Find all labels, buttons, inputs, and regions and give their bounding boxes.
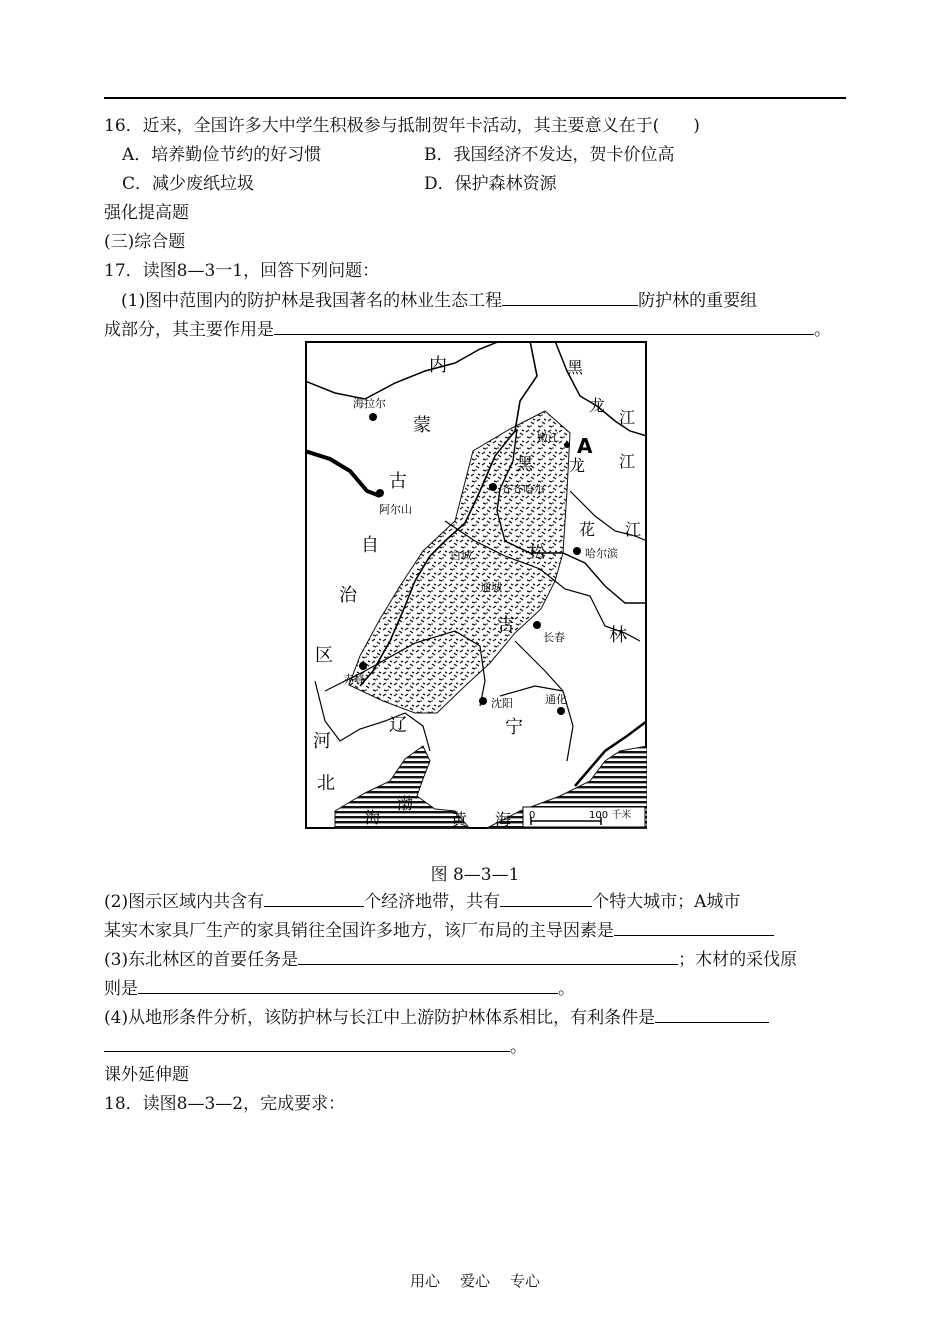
northeast-map [305, 341, 647, 829]
top-rule [104, 97, 846, 99]
q16-option-b: B．我国经济不发达，贺卡价位高 [424, 145, 675, 165]
page-footer [0, 1270, 950, 1291]
answer-blank-primary-task[interactable] [298, 948, 678, 965]
city-marker-tonghua [557, 707, 565, 715]
label-jiang-province: 江 [619, 452, 636, 471]
city-marker-aershan [376, 489, 384, 497]
city-aershan: 阿尔山 [379, 503, 412, 516]
label-he: 河 [313, 731, 331, 752]
q16-option-d: D．保护森林资源 [424, 174, 557, 194]
q18-stem: 18．读图8—3—2，完成要求： [104, 1094, 346, 1114]
q17-p3-text-c: 则是 [104, 979, 138, 999]
footer-a: 用心 [409, 1272, 440, 1290]
label-ji: 吉 [497, 615, 515, 636]
point-a-label: A [577, 434, 593, 458]
q17-p4-end: 。 [510, 1037, 527, 1057]
q17-p2-text-c: 个特大城市；A城市 [592, 892, 741, 912]
scale-value-label: 100 千米 [589, 810, 632, 821]
q17-part1-line1 [104, 289, 757, 312]
city-marker-a [564, 442, 570, 448]
section-extension: 课外延伸题 [104, 1065, 189, 1085]
q17-p1-text-a: (1)图中范围内的防护林是我国著名的林业生态工程 [104, 291, 503, 311]
q17-p4-text-a: (4)从地形条件分析，该防护林与长江中上游防护林体系相比，有利条件是 [104, 1008, 656, 1028]
label-gu: 古 [389, 471, 407, 492]
q17-p1-text-b: 防护林的重要组 [638, 291, 758, 311]
q16-stem: 16．近来，全国许多大中学生积极参与抵制贺年卡活动，其主要意义在于( ) [104, 116, 700, 136]
city-qiqihaer: 齐齐哈尔 [501, 483, 545, 496]
footer-b: 爱心 [459, 1272, 490, 1290]
section-strengthen: 强化提高题 [104, 203, 189, 223]
city-marker-shenyang [479, 697, 487, 705]
label-bo: 渤 [397, 794, 414, 813]
label-jiang-songhua: 江 [625, 520, 642, 539]
q17-part1-line2 [104, 318, 831, 341]
q17-p1-text-c: 成部分，其主要作用是 [104, 320, 274, 340]
label-huang: 黄 [451, 810, 468, 829]
q17-p3-text-b: ；木材的采伐原 [678, 950, 798, 970]
q17-p2-text-d: 某实木家具厂生产的家具销往全国许多地方，该厂布局的主导因素是 [104, 921, 614, 941]
label-hai-bohai: 海 [365, 808, 382, 827]
answer-blank-harvest-principle[interactable] [138, 977, 558, 994]
answer-blank-big-cities[interactable] [500, 890, 592, 907]
q16-option-a: A．培养勤俭节约的好习惯 [122, 145, 322, 165]
label-lin: 林 [609, 625, 627, 646]
q17-part2-line1 [104, 890, 740, 913]
city-baicheng: 白城 [450, 549, 472, 562]
city-changchun: 长春 [543, 631, 565, 644]
map-caption: 图 8—3—1 [430, 865, 520, 885]
label-meng: 蒙 [413, 415, 431, 436]
label-hua: 花 [579, 520, 596, 539]
q17-part4-line2 [104, 1035, 527, 1058]
city-haerbin: 哈尔滨 [585, 547, 618, 560]
label-zhi: 治 [339, 585, 357, 606]
q17-part4-line1 [104, 1006, 769, 1029]
label-song: 松 [529, 542, 546, 561]
q17-p1-end: 。 [814, 320, 831, 340]
q17-part2-line2 [104, 919, 774, 942]
city-marker-qiqihaer [489, 483, 497, 491]
label-zi: 自 [361, 535, 379, 556]
answer-blank-function[interactable] [274, 318, 814, 335]
city-chifeng: 赤峰 [343, 673, 365, 686]
label-nei: 内 [429, 355, 447, 376]
q17-stem: 17．读图8—3一1，回答下列问题： [104, 261, 380, 281]
map-figure [305, 341, 647, 829]
answer-blank-economic-zones[interactable] [264, 890, 364, 907]
label-qu: 区 [315, 645, 333, 666]
label-long-river: 龙 [589, 396, 606, 415]
label-hei-province: 黑 [517, 454, 534, 473]
city-marker-changchun [533, 621, 541, 629]
q17-part3-line2 [104, 977, 575, 1000]
label-hei-river: 黑 [567, 358, 584, 377]
label-ning: 宁 [505, 717, 523, 738]
q16-option-c: C．减少废纸垃圾 [122, 174, 255, 194]
label-long-province: 龙 [569, 456, 586, 475]
scale-zero-label: 0 [529, 810, 536, 821]
city-marker-haerbin [573, 547, 581, 555]
label-hai-huanghai: 海 [495, 810, 512, 829]
label-liao: 辽 [389, 715, 407, 736]
city-tongcheng: 通城 [480, 581, 502, 594]
answer-blank-terrain-advantage[interactable] [655, 1006, 769, 1023]
footer-c: 专心 [510, 1272, 541, 1290]
city-nenjiang: 嫩江 [537, 431, 559, 444]
section-comprehensive: (三)综合题 [104, 232, 186, 252]
answer-blank-location-factor[interactable] [614, 919, 774, 936]
q17-p3-end: 。 [558, 979, 575, 999]
city-hailaer: 海拉尔 [353, 397, 386, 410]
q17-p3-text-a: (3)东北林区的首要任务是 [104, 950, 299, 970]
city-tonghua: 通化 [545, 693, 567, 706]
label-jiang-river: 江 [619, 408, 636, 427]
answer-blank-project[interactable] [502, 289, 638, 306]
city-marker-hailaer [369, 413, 377, 421]
q17-p2-text-a: (2)图示区域内共含有 [104, 892, 265, 912]
city-marker-chifeng [359, 662, 367, 670]
city-shenyang: 沈阳 [491, 697, 513, 710]
answer-blank-terrain-advantage-cont[interactable] [104, 1035, 510, 1052]
label-bei: 北 [317, 773, 335, 794]
q17-part3-line1 [104, 948, 797, 971]
q17-p2-text-b: 个经济地带，共有 [364, 892, 501, 912]
